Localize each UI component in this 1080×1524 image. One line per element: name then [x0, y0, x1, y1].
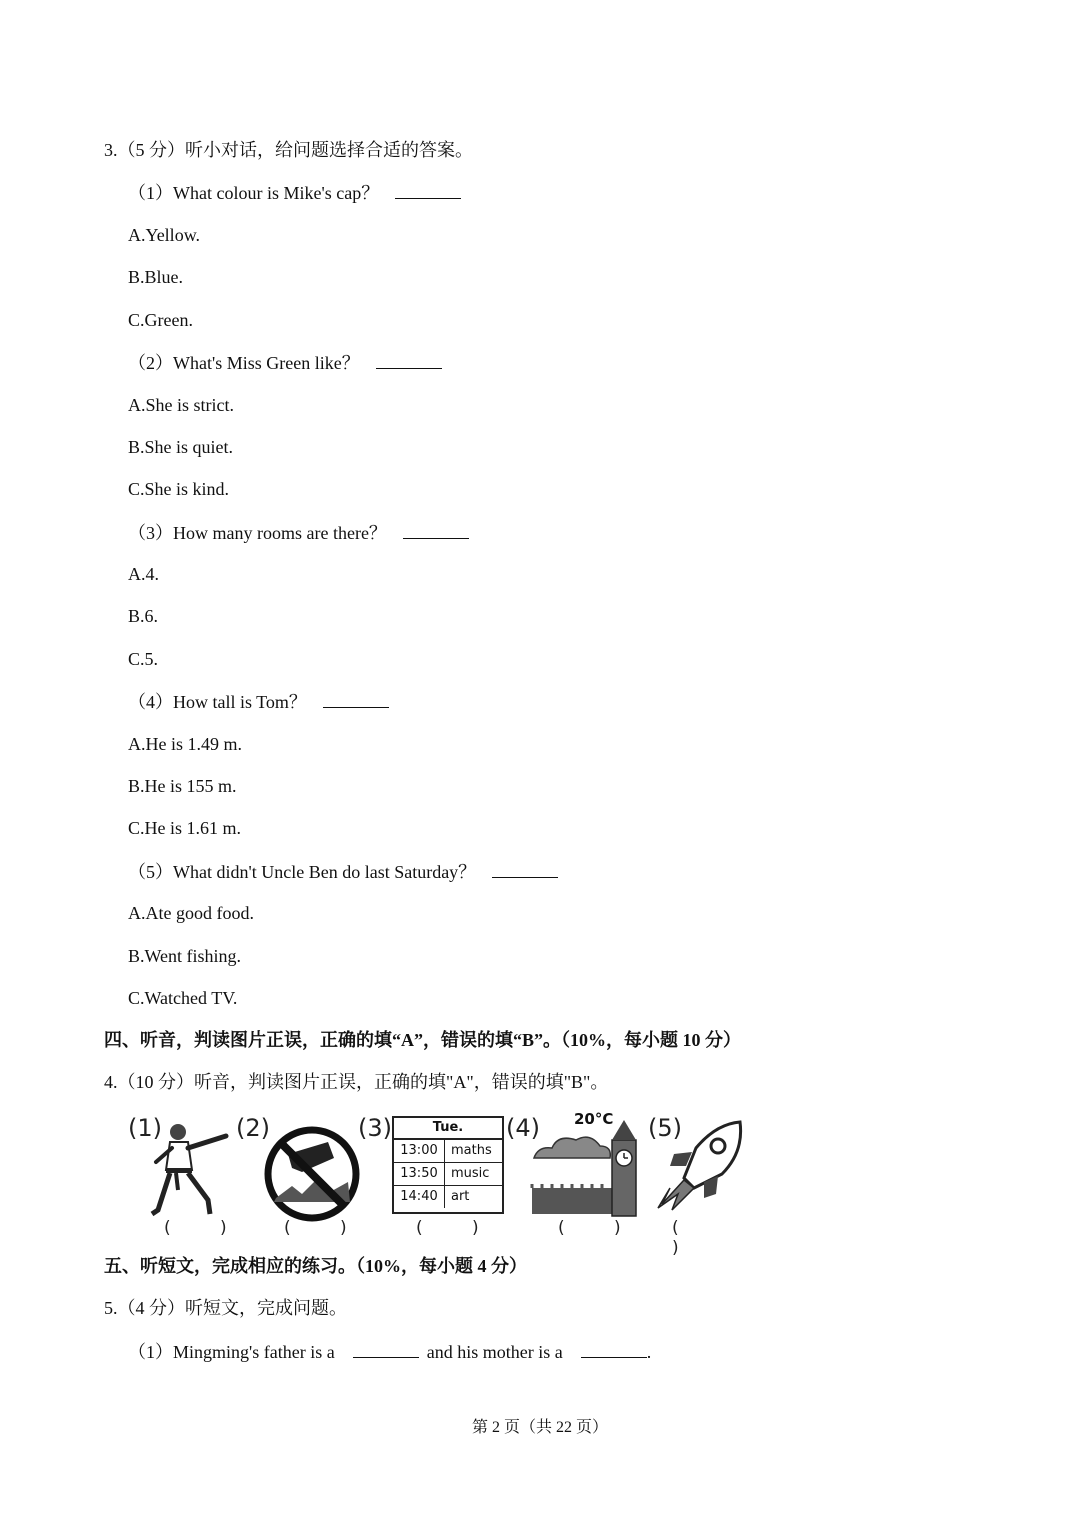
- question-text: .: [646, 1342, 652, 1362]
- option: B.She is quiet.: [128, 437, 234, 457]
- subject-cell: art: [451, 1189, 470, 1204]
- answer-paren[interactable]: ( ): [416, 1218, 501, 1238]
- option: A.She is strict.: [128, 395, 234, 415]
- picture-strip: [126, 1106, 746, 1258]
- q3-3-question: [128, 520, 469, 545]
- question-text: （4）How tall is Tom？: [128, 692, 307, 712]
- q3-2-question: [128, 350, 442, 375]
- option: C.She is kind.: [128, 479, 230, 499]
- q5-1-question: [128, 1339, 651, 1364]
- question-text: （1）What colour is Mike's cap？: [128, 183, 380, 203]
- answer-paren[interactable]: ( ): [558, 1218, 643, 1238]
- subject-cell: music: [451, 1166, 490, 1181]
- section-5-title: 五、听短文，完成相应的练习。（10%，每小题 4 分）: [104, 1256, 527, 1276]
- q3-5-question: [128, 859, 558, 884]
- question-text: （3）How many rooms are there？: [128, 523, 387, 543]
- q5-heading: 5.（4 分）听短文，完成问题。: [104, 1298, 347, 1318]
- option: B.Went fishing.: [128, 946, 242, 966]
- q4-heading: 4.（10 分）听音，判读图片正误，正确的填"A"，错误的填"B"。: [104, 1072, 609, 1092]
- answer-paren[interactable]: ( ): [164, 1218, 249, 1238]
- option: C.5.: [128, 649, 159, 669]
- answer-blank[interactable]: [376, 350, 442, 369]
- answer-blank[interactable]: [395, 180, 461, 199]
- time-cell: 13:50: [394, 1163, 445, 1185]
- timetable-row: [394, 1186, 502, 1208]
- answer-blank[interactable]: [581, 1339, 647, 1358]
- answer-blank[interactable]: [323, 689, 389, 708]
- option: C.Green.: [128, 310, 193, 330]
- question-text: and his mother is a: [426, 1342, 563, 1362]
- q3-heading: 3.（5 分）听小对话，给问题选择合适的答案。: [104, 140, 473, 160]
- option: B.Blue.: [128, 267, 184, 287]
- timetable-row: [394, 1140, 502, 1163]
- option: A.4.: [128, 564, 159, 584]
- answer-paren[interactable]: ( ): [672, 1218, 701, 1258]
- option: A.Ate good food.: [128, 903, 254, 923]
- answer-blank[interactable]: [353, 1339, 419, 1358]
- answer-paren[interactable]: ( ): [284, 1218, 369, 1238]
- picture-label: (3): [358, 1114, 392, 1142]
- option: A.Yellow.: [128, 225, 201, 245]
- question-text: （2）What's Miss Green like？: [128, 353, 360, 373]
- picture-label: (1): [128, 1114, 162, 1142]
- timetable-day: Tue.: [394, 1118, 502, 1140]
- q3-1-question: [128, 180, 461, 205]
- option: B.6.: [128, 606, 159, 626]
- picture-label: (5): [648, 1114, 682, 1142]
- answer-blank[interactable]: [492, 859, 558, 878]
- q3-4-question: [128, 689, 389, 714]
- option: C.He is 1.61 m.: [128, 818, 242, 838]
- timetable-row: [394, 1163, 502, 1186]
- subject-cell: maths: [451, 1143, 492, 1158]
- timetable-picture: [392, 1116, 504, 1214]
- section-4-title: 四、听音，判读图片正误，正确的填“A”，错误的填“B”。（10%，每小题 10 分）: [104, 1030, 742, 1050]
- time-cell: 13:00: [394, 1140, 445, 1162]
- temperature-label: 20°C: [574, 1110, 614, 1128]
- picture-label: (4): [506, 1114, 540, 1142]
- option: C.Watched TV.: [128, 988, 238, 1008]
- option: B.He is 155 m.: [128, 776, 237, 796]
- answer-blank[interactable]: [403, 520, 469, 539]
- picture-label: (2): [236, 1114, 270, 1142]
- page-footer: 第 2 页（共 22 页）: [471, 1419, 608, 1436]
- question-text: （1）Mingming's father is a: [128, 1342, 335, 1362]
- question-text: （5）What didn't Uncle Ben do last Saturday？: [128, 862, 477, 882]
- option: A.He is 1.49 m.: [128, 734, 242, 754]
- time-cell: 14:40: [394, 1186, 445, 1208]
